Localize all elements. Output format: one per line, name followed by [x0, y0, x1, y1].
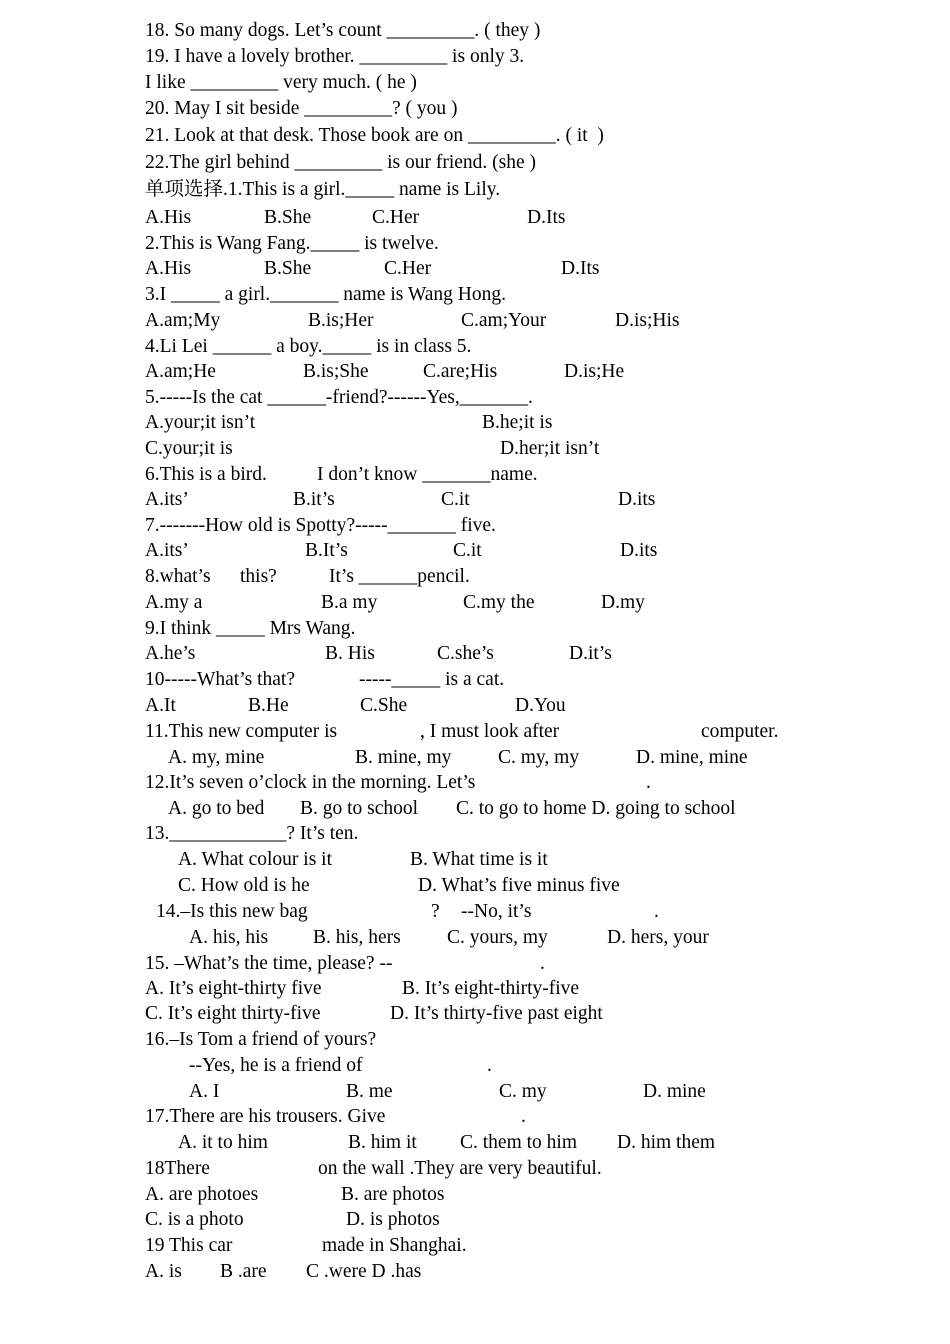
mcq-q2-options-part-2: B.She — [264, 258, 312, 279]
mcq-q12-options-part-1: A. go to bed — [168, 798, 265, 819]
exercise-line-18-part-1: 18. So many dogs. Let’s count _________. ( they ) — [145, 20, 541, 41]
mcq-q5-options-cd-part-2: D.her;it isn’t — [500, 438, 600, 459]
mcq-q1-options-part-2: B.She — [264, 207, 312, 228]
mcq-q15-options-ab-part-2: B. It’s eight-thirty-five — [402, 978, 580, 999]
mcq-q4-part-1: 4.Li Lei ______ a boy._____ is in class 5. — [145, 336, 472, 357]
mcq-q6-options-part-2: B.it’s — [293, 489, 335, 510]
mcq-q10-options-part-1: A.It — [145, 695, 176, 716]
mcq-q9-options-part-1: A.he’s — [145, 643, 196, 664]
mcq-q9-options-part-4: D.it’s — [569, 643, 612, 664]
exercise-line-19b-part-1: I like _________ very much. ( he ) — [145, 72, 417, 93]
mcq-q14-options-part-1: A. his, his — [189, 927, 269, 948]
mcq-q13-options-ab-part-1: A. What colour is it — [178, 849, 332, 870]
mcq-q3-options-part-4: D.is;His — [615, 310, 680, 331]
mcq-q3-options-part-3: C.am;Your — [461, 310, 547, 331]
mcq-q16-options-part-1: A. I — [189, 1081, 220, 1102]
mcq-q8-part-3: It’s ______pencil. — [329, 566, 470, 587]
mcq-q9-options-part-2: B. His — [325, 643, 375, 664]
mcq-q19-options-part-3: C .were D .has — [306, 1261, 422, 1282]
mcq-q14-options-part-3: C. yours, my — [447, 927, 548, 948]
mcq-q16-options-part-4: D. mine — [643, 1081, 706, 1102]
mcq-q1-options-part-3: C.Her — [372, 207, 420, 228]
mcq-q3-part-1: 3.I _____ a girl._______ name is Wang Hong. — [145, 284, 506, 305]
mcq-q4-options-part-1: A.am;He — [145, 361, 216, 382]
mcq-q14-part-1: 14.–Is this new bag — [156, 901, 308, 922]
mcq-q8-options-part-1: A.my a — [145, 592, 203, 613]
mcq-q2-options-part-3: C.Her — [384, 258, 432, 279]
mcq-q13-options-cd-part-1: C. How old is he — [178, 875, 310, 896]
mcq-q19-part-1: 19 This car — [145, 1235, 233, 1256]
mcq-q7-options-part-1: A.its’ — [145, 540, 189, 561]
exercise-line-19-part-1: 19. I have a lovely brother. _________ is only 3. — [145, 46, 525, 67]
mcq-q17-part-2: . — [521, 1106, 526, 1127]
mcq-q11-options-part-3: C. my, my — [498, 747, 580, 768]
mcq-q9-part-1: 9.I think _____ Mrs Wang. — [145, 618, 356, 639]
mcq-q18-options-cd-part-1: C. is a photo — [145, 1209, 244, 1230]
mcq-q17-options-part-1: A. it to him — [178, 1132, 268, 1153]
mcq-q6-part-2: I don’t know _______name. — [317, 464, 538, 485]
mcq-q14-part-3: --No, it’s — [461, 901, 532, 922]
mcq-q5-options-cd-part-1: C.your;it is — [145, 438, 233, 459]
mcq-q10-options-part-2: B.He — [248, 695, 289, 716]
mcq-q1-part-1: 单项选择.1.This is a girl._____ name is Lily. — [145, 179, 501, 200]
exercise-line-22-part-1: 22.The girl behind _________ is our friend. (she ) — [145, 152, 537, 173]
mcq-q14-part-4: . — [654, 901, 659, 922]
mcq-q16b-part-1: --Yes, he is a friend of — [189, 1055, 363, 1076]
mcq-q8-options-part-4: D.my — [601, 592, 645, 613]
mcq-q7-options-part-2: B.It’s — [305, 540, 348, 561]
mcq-q19-part-2: made in Shanghai. — [322, 1235, 467, 1256]
mcq-q15-options-cd-part-2: D. It’s thirty-five past eight — [390, 1003, 603, 1024]
mcq-q8-options-part-3: C.my the — [463, 592, 535, 613]
mcq-q11-options-part-4: D. mine, mine — [636, 747, 748, 768]
mcq-q7-part-1: 7.-------How old is Spotty?-----_______ five. — [145, 515, 496, 536]
mcq-q4-options-part-3: C.are;His — [423, 361, 498, 382]
mcq-q15-part-2: . — [540, 953, 545, 974]
mcq-q6-options-part-1: A.its’ — [145, 489, 189, 510]
mcq-q10-part-2: -----_____ is a cat. — [359, 669, 505, 690]
mcq-q14-options-part-2: B. his, hers — [313, 927, 401, 948]
mcq-q11-options-part-1: A. my, mine — [168, 747, 265, 768]
mcq-q1-options-part-1: A.His — [145, 207, 192, 228]
exercise-line-20-part-1: 20. May I sit beside _________? ( you ) — [145, 98, 458, 119]
mcq-q10-options-part-4: D.You — [515, 695, 566, 716]
mcq-q3-options-part-2: B.is;Her — [308, 310, 374, 331]
mcq-q15-options-ab-part-1: A. It’s eight-thirty five — [145, 978, 322, 999]
mcq-q12-options-part-2: B. go to school — [300, 798, 419, 819]
mcq-q8-part-2: this? — [240, 566, 277, 587]
mcq-q13-options-cd-part-2: D. What’s five minus five — [418, 875, 620, 896]
mcq-q19-options-part-1: A. is — [145, 1261, 182, 1282]
mcq-q17-options-part-4: D. him them — [617, 1132, 716, 1153]
mcq-q11-part-3: computer. — [701, 721, 779, 742]
mcq-q16b-part-2: . — [487, 1055, 492, 1076]
mcq-q13-part-1: 13.____________? It’s ten. — [145, 823, 359, 844]
mcq-q11-part-1: 11.This new computer is — [145, 721, 338, 742]
mcq-q2-options-part-1: A.His — [145, 258, 192, 279]
mcq-q18-options-ab-part-2: B. are photos — [341, 1184, 445, 1205]
mcq-q12-options-part-3: C. to go to home D. going to school — [456, 798, 736, 819]
mcq-q2-part-1: 2.This is Wang Fang._____ is twelve. — [145, 233, 439, 254]
mcq-q14-part-2: ? — [431, 901, 440, 922]
mcq-q14-options-part-4: D. hers, your — [607, 927, 709, 948]
mcq-q5-options-ab-part-1: A.your;it isn’t — [145, 412, 256, 433]
mcq-q18-part-1: 18There — [145, 1158, 210, 1179]
mcq-q4-options-part-2: B.is;She — [303, 361, 369, 382]
mcq-q18-part-2: on the wall .They are very beautiful. — [318, 1158, 602, 1179]
mcq-q8-part-1: 8.what’s — [145, 566, 211, 587]
mcq-q4-options-part-4: D.is;He — [564, 361, 625, 382]
mcq-q17-options-part-2: B. him it — [348, 1132, 417, 1153]
mcq-q2-options-part-4: D.Its — [561, 258, 600, 279]
mcq-q8-options-part-2: B.a my — [321, 592, 378, 613]
mcq-q9-options-part-3: C.she’s — [437, 643, 494, 664]
mcq-q18-options-ab-part-1: A. are photoes — [145, 1184, 259, 1205]
mcq-q10-part-1: 10-----What’s that? — [145, 669, 295, 690]
mcq-q13-options-ab-part-2: B. What time is it — [410, 849, 548, 870]
mcq-q12-part-1: 12.It’s seven o’clock in the morning. Let’s — [145, 772, 476, 793]
mcq-q10-options-part-3: C.She — [360, 695, 408, 716]
mcq-q6-options-part-3: C.it — [441, 489, 470, 510]
mcq-q16-options-part-2: B. me — [346, 1081, 393, 1102]
mcq-q1-options-part-4: D.Its — [527, 207, 566, 228]
mcq-q11-options-part-2: B. mine, my — [355, 747, 452, 768]
mcq-q16-part-1: 16.–Is Tom a friend of yours? — [145, 1029, 377, 1050]
mcq-q12-part-2: . — [646, 772, 651, 793]
mcq-q7-options-part-3: C.it — [453, 540, 482, 561]
mcq-q11-part-2: , I must look after — [420, 721, 560, 742]
mcq-q16-options-part-3: C. my — [499, 1081, 547, 1102]
mcq-q3-options-part-1: A.am;My — [145, 310, 221, 331]
mcq-q17-options-part-3: C. them to him — [460, 1132, 577, 1153]
mcq-q19-options-part-2: B .are — [220, 1261, 267, 1282]
mcq-q5-options-ab-part-2: B.he;it is — [482, 412, 553, 433]
mcq-q15-part-1: 15. –What’s the time, please? -- — [145, 953, 393, 974]
mcq-q6-part-1: 6.This is a bird. — [145, 464, 267, 485]
mcq-q5-part-1: 5.-----Is the cat ______-friend?------Yes,_______. — [145, 387, 533, 408]
mcq-q17-part-1: 17.There are his trousers. Give — [145, 1106, 386, 1127]
mcq-q18-options-cd-part-2: D. is photos — [346, 1209, 440, 1230]
mcq-q6-options-part-4: D.its — [618, 489, 656, 510]
exercise-line-21-part-1: 21. Look at that desk. Those book are on _________. ( it ) — [145, 125, 604, 146]
mcq-q15-options-cd-part-1: C. It’s eight thirty-five — [145, 1003, 321, 1024]
mcq-q7-options-part-4: D.its — [620, 540, 658, 561]
